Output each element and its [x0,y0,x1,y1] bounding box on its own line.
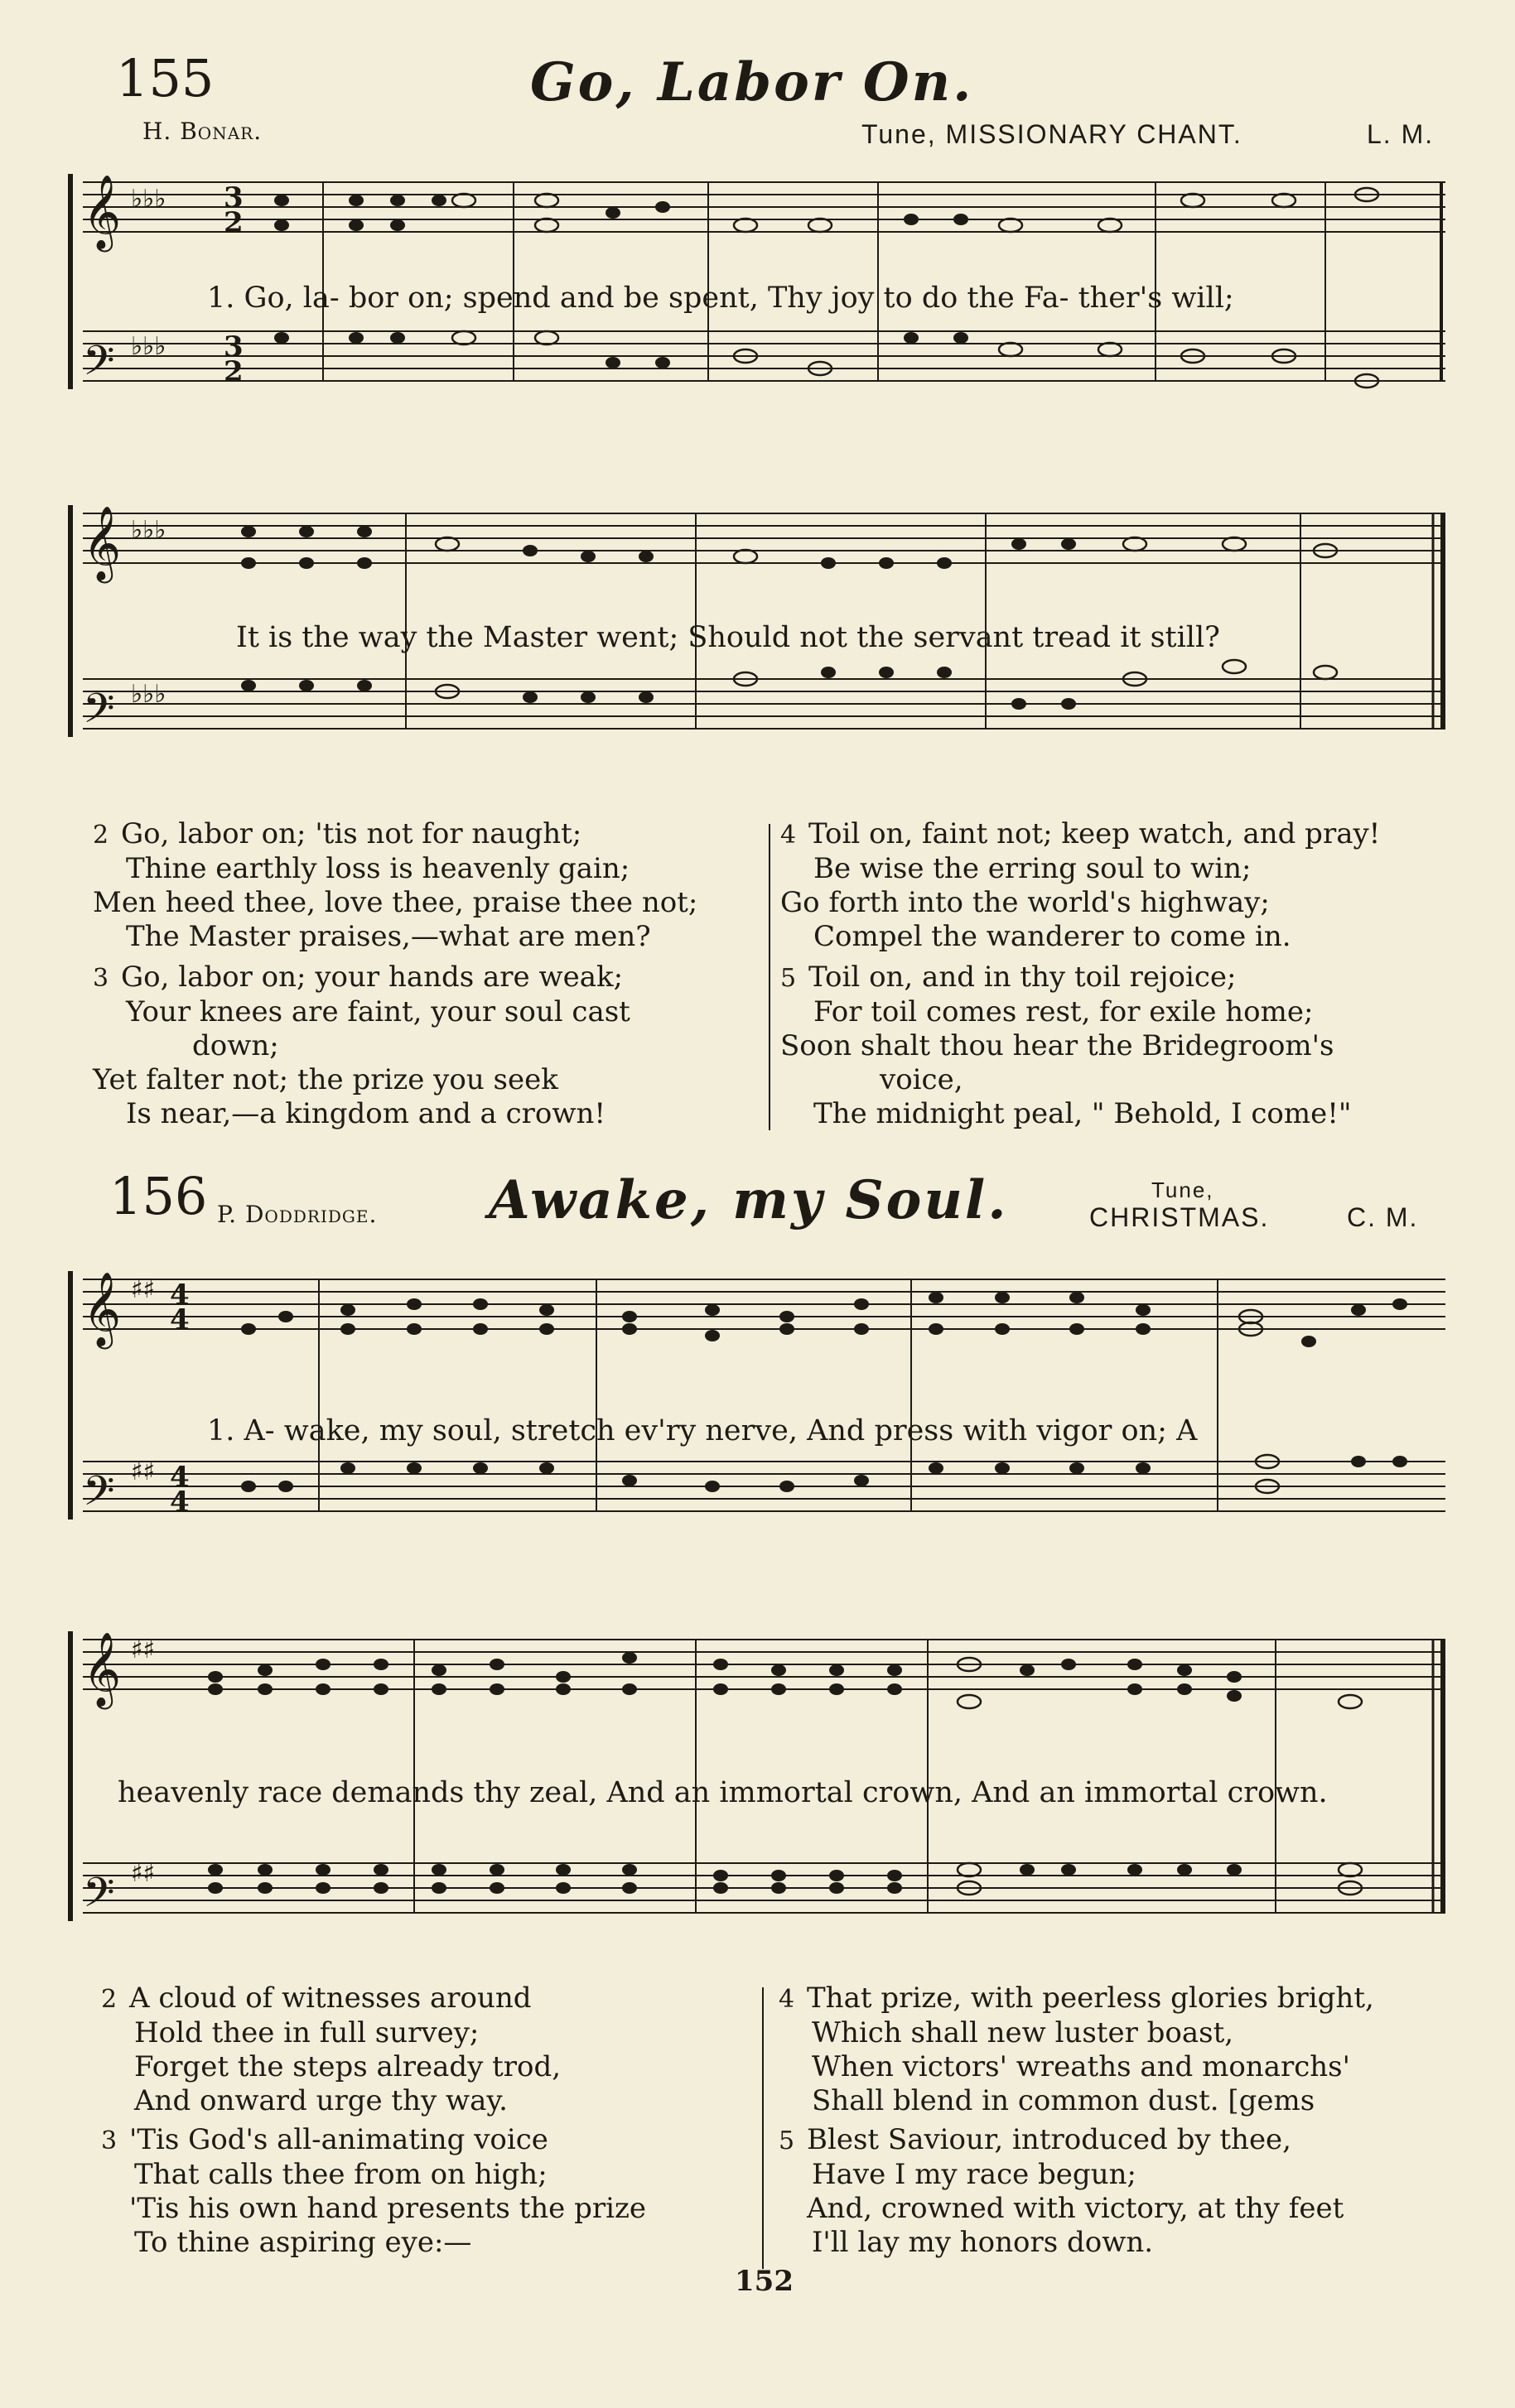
hymn-156-tune: CHRISTMAS. [1089,1202,1270,1232]
verse-number: 2 [93,821,109,850]
verse-line: That prize, with peerless glories bright, [807,1982,1374,2015]
verse-number: 4 [780,821,797,850]
hymn-156-verse-5 [779,2123,1344,2260]
verse-line: Soon shalt thou hear the Bridegroom's [780,1029,1334,1062]
hymn-156-verse-2 [101,1982,561,2118]
verse-line: Yet falter not; the prize you seek [93,1063,558,1096]
verse-line: Compel the wanderer to come in. [813,920,1291,953]
verse-line: For toil comes rest, for exile home; [813,995,1314,1028]
hymn-156-score-system-2 [0,1598,1515,1946]
svg-text:4: 4 [170,1279,190,1312]
hymn-156-lyric-line-2: heavenly race demands thy zeal, And an immortal crown, And an immortal crown. [118,1776,1328,1809]
verse-line: And onward urge thy way. [134,2084,508,2117]
verse-line: A cloud of witnesses around [129,1982,532,2015]
svg-text:♭♭♭: ♭♭♭ [131,332,166,361]
hymn-156-verse-4 [779,1982,1374,2118]
verse-line: To thine aspiring eye:— [134,2226,472,2259]
verse-line: That calls thee from on high; [134,2158,548,2191]
verse-line: down; [192,1029,279,1062]
svg-text:2: 2 [224,355,244,388]
verse-number: 2 [101,1985,118,2014]
hymn-155-verse-2 [93,817,697,954]
svg-text:𝄞: 𝄞 [83,1632,122,1707]
svg-text:𝄢: 𝄢 [83,1467,115,1525]
svg-text:♭♭♭: ♭♭♭ [131,516,166,545]
svg-text:4: 4 [170,1303,190,1336]
hymn-155-lyric-line-1: 1. Go, la- bor on; spend and be spent, Thy joy to do the Fa- ther's will; [207,282,1234,315]
svg-text:2: 2 [224,206,244,239]
verse-number: 3 [101,2126,118,2155]
hymn-156-tune-label: Tune, [1151,1178,1214,1202]
verse-number: 5 [779,2126,795,2155]
verse-line: voice, [880,1063,963,1096]
svg-text:♭♭♭: ♭♭♭ [131,185,166,214]
hymn-155-meter: L. M. [1367,119,1435,149]
verse-line: Go forth into the world's highway; [780,886,1270,919]
verse-line: 'Tis God's all-animating voice [129,2123,548,2156]
hymn-155-verse-4 [780,817,1380,954]
hymn-155-verse-3 [93,961,630,1131]
verse-number: 5 [780,964,797,993]
verse-line: 'Tis his own hand presents the prize [129,2192,647,2225]
verse-line: Men heed thee, love thee, praise thee not; [93,886,698,919]
svg-text:𝄢: 𝄢 [83,1869,115,1927]
verse-line: Toil on, faint not; keep watch, and pray! [808,817,1381,850]
svg-text:𝄞: 𝄞 [83,175,122,249]
hymn-156-author: P. Doddridge. [217,1201,378,1228]
verse-line: And, crowned with victory, at thy feet [807,2192,1344,2225]
verse-line: The Master praises,—what are men? [126,920,651,953]
verse-line: Go, labor on; your hands are weak; [121,961,624,994]
verse-line: Blest Saviour, introduced by thee, [807,2123,1291,2156]
verse-line: Have I my race begun; [812,2158,1136,2191]
hymn-155-number: 155 [116,48,215,108]
hymn-156-verse-3 [101,2123,646,2260]
svg-text:𝄢: 𝄢 [83,337,115,395]
verse-line: The midnight peal, " Behold, I come!" [813,1097,1352,1130]
verse-line: When victors' wreaths and monarchs' [812,2050,1350,2083]
svg-text:♯♯: ♯♯ [131,1275,156,1304]
verse-line: Your knees are faint, your soul cast [126,995,630,1028]
verse-line: Forget the steps already trod, [134,2050,562,2083]
svg-text:𝄢: 𝄢 [83,685,115,743]
verse-line: Is near,—a kingdom and a crown! [126,1097,606,1130]
hymn-156-number: 156 [109,1166,208,1226]
hymn-156-meter: C. M. [1347,1202,1419,1232]
hymn-155-title: Go, Labor On. [530,51,974,113]
verse-line: Shall blend in common dust. [gems [812,2084,1315,2117]
svg-text:𝄞: 𝄞 [83,506,122,580]
hymn-155-author: H. Bonar. [142,118,263,145]
svg-text:𝄞: 𝄞 [83,1272,122,1346]
verse-line: Go, labor on; 'tis not for naught; [121,817,582,850]
verse-line: Be wise the erring soul to win; [813,852,1252,885]
hymn-155-column-divider [769,824,770,1130]
svg-text:3: 3 [224,330,244,364]
hymn-155-lyric-line-2: It is the way the Master went; Should not the servant tread it still? [236,621,1220,654]
verse-line: I'll lay my honors down. [812,2226,1154,2259]
svg-text:♯♯: ♯♯ [131,1457,156,1486]
svg-text:♭♭♭: ♭♭♭ [131,680,166,709]
hymn-156-column-divider [762,1987,764,2269]
svg-text:♯♯: ♯♯ [131,1635,156,1664]
svg-text:4: 4 [170,1486,190,1519]
hymn-155-verse-5 [780,961,1352,1131]
verse-number: 3 [93,964,109,993]
svg-text:4: 4 [170,1461,190,1494]
verse-line: Toil on, and in thy toil rejoice; [808,961,1237,994]
svg-text:♯♯: ♯♯ [131,1859,156,1888]
hymn-156-lyric-line-1: 1. A- wake, my soul, stretch ev'ry nerve, And press with vigor on; A [207,1414,1198,1447]
verse-line: Hold thee in full survey; [134,2016,480,2049]
verse-line: Which shall new luster boast, [812,2016,1234,2049]
page-number: 152 [735,2265,794,2298]
verse-number: 4 [779,1985,795,2014]
verse-line: Thine earthly loss is heavenly gain; [126,852,630,885]
hymn-156-title: Awake, my Soul. [489,1169,1009,1231]
svg-text:3: 3 [224,181,244,214]
hymn-155-tune: Tune, MISSIONARY CHANT. [861,119,1242,149]
